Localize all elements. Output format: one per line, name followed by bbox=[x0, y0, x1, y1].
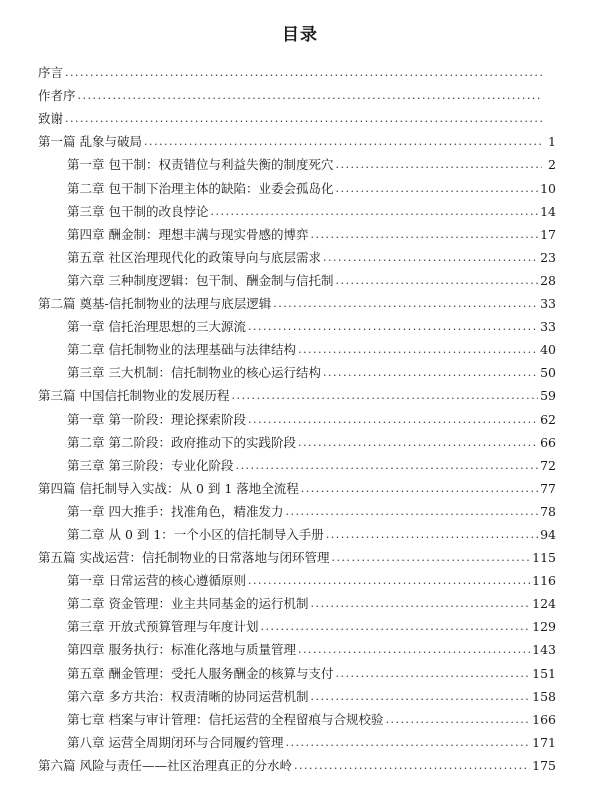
toc-page-number: 33 bbox=[540, 296, 556, 312]
toc-part-row[interactable] bbox=[38, 57, 556, 80]
toc-entry-label: 第四章 服务执行：标准化落地与质量管理 bbox=[67, 642, 296, 658]
toc-entry-label: 序言 bbox=[38, 65, 64, 81]
toc-entry-label: 第一章 四大推手：找准角色，精准发力 bbox=[67, 503, 284, 519]
toc-chapter-row[interactable] bbox=[38, 634, 556, 657]
toc-entry-label: 第二章 从 0 到 1：一个小区的信托制导入手册 bbox=[67, 526, 324, 542]
dot-leader bbox=[248, 574, 530, 588]
dot-leader bbox=[78, 89, 542, 103]
dot-leader bbox=[331, 551, 530, 565]
toc-entry-label: 第一章 信托治理思想的三大源流 bbox=[67, 319, 246, 335]
dot-leader bbox=[248, 320, 538, 334]
dot-leader bbox=[326, 528, 538, 542]
toc-chapter-row[interactable] bbox=[38, 450, 556, 473]
toc-chapter-row[interactable] bbox=[38, 265, 556, 288]
toc-chapter-row[interactable] bbox=[38, 403, 556, 426]
toc-page-number: 50 bbox=[540, 365, 556, 381]
toc-page-number: 2 bbox=[548, 157, 556, 173]
toc-page-number: 14 bbox=[540, 203, 556, 219]
dot-leader bbox=[231, 389, 538, 403]
toc-chapter-row[interactable] bbox=[38, 427, 556, 450]
toc-entry-label: 第五章 社区治理现代化的政策导向与底层需求 bbox=[67, 249, 321, 265]
toc-page-number: 175 bbox=[532, 757, 556, 773]
toc-page-number: 115 bbox=[532, 550, 556, 566]
toc-page-number: 124 bbox=[532, 596, 556, 612]
toc-chapter-row[interactable] bbox=[38, 704, 556, 727]
toc-chapter-row[interactable] bbox=[38, 681, 556, 704]
dot-leader bbox=[335, 667, 530, 681]
dot-leader bbox=[298, 436, 538, 450]
toc-entry-label: 第二篇 奠基-信托制物业的法理与底层逻辑 bbox=[38, 296, 272, 312]
dot-leader bbox=[273, 297, 538, 311]
dot-leader bbox=[294, 759, 530, 773]
toc-entry-label: 第八章 运营全周期闭环与合同履约管理 bbox=[67, 734, 284, 750]
dot-leader bbox=[298, 643, 530, 657]
toc-chapter-row[interactable] bbox=[38, 519, 556, 542]
toc-page-number: 1 bbox=[548, 134, 556, 150]
toc-page-number: 143 bbox=[532, 642, 556, 658]
toc-part-row[interactable] bbox=[38, 103, 556, 126]
toc-entry-label: 第六章 多方共治：权责清晰的协同运营机制 bbox=[67, 688, 309, 704]
toc-chapter-row[interactable] bbox=[38, 149, 556, 172]
toc-chapter-row[interactable] bbox=[38, 357, 556, 380]
toc-page-number: 28 bbox=[540, 272, 556, 288]
toc-chapter-row[interactable] bbox=[38, 496, 556, 519]
toc-page-number: 17 bbox=[540, 226, 556, 242]
toc-page-number: 59 bbox=[540, 388, 556, 404]
toc-entry-label: 第三章 第三阶段：专业化阶段 bbox=[67, 457, 234, 473]
toc-chapter-row[interactable] bbox=[38, 334, 556, 357]
toc-page-number: 78 bbox=[540, 503, 556, 519]
dot-leader bbox=[310, 690, 530, 704]
dot-leader bbox=[285, 505, 538, 519]
dot-leader bbox=[385, 713, 530, 727]
toc-page-number: 33 bbox=[540, 319, 556, 335]
toc-entry-label: 致谢 bbox=[38, 111, 64, 127]
toc-entry-label: 第四篇 信托制导入实战：从 0 到 1 落地全流程 bbox=[38, 480, 299, 496]
toc-part-row[interactable] bbox=[38, 380, 556, 403]
toc-chapter-row[interactable] bbox=[38, 565, 556, 588]
toc-entry-label: 第三篇 中国信托制物业的发展历程 bbox=[38, 388, 230, 404]
toc-entry-label: 第七章 档案与审计管理：信托运营的全程留痕与合规校验 bbox=[67, 711, 384, 727]
toc-page-number: 171 bbox=[532, 734, 556, 750]
toc-entry-label: 第三章 包干制的改良悖论 bbox=[67, 203, 209, 219]
toc-page-number: 66 bbox=[540, 434, 556, 450]
toc-page-number: 23 bbox=[540, 249, 556, 265]
toc-entry-label: 第一章 包干制：权责错位与利益失衡的制度死穴 bbox=[67, 157, 334, 173]
toc-entry-label: 第二章 第二阶段：政府推动下的实践阶段 bbox=[67, 434, 296, 450]
toc-chapter-row[interactable] bbox=[38, 242, 556, 265]
toc-page-number: 129 bbox=[532, 619, 556, 635]
toc-chapter-row[interactable] bbox=[38, 727, 556, 750]
dot-leader bbox=[323, 251, 538, 265]
toc-entry-label: 第三章 三大机制：信托制物业的核心运行结构 bbox=[67, 365, 321, 381]
dot-leader bbox=[235, 459, 538, 473]
toc-chapter-row[interactable] bbox=[38, 219, 556, 242]
toc-page-number: 158 bbox=[532, 688, 556, 704]
dot-leader bbox=[310, 597, 530, 611]
toc-part-row[interactable] bbox=[38, 288, 556, 311]
toc-entry-label: 作者序 bbox=[38, 88, 76, 104]
dot-leader bbox=[65, 112, 542, 126]
dot-leader bbox=[335, 274, 538, 288]
dot-leader bbox=[335, 182, 538, 196]
toc-page-number: 40 bbox=[540, 342, 556, 358]
toc-entry-label: 第五篇 实战运营：信托制物业的日常落地与闭环管理 bbox=[38, 550, 330, 566]
dot-leader bbox=[210, 205, 538, 219]
page-title: 目录 bbox=[282, 25, 318, 45]
toc-entry-label: 第一篇 乱象与破局 bbox=[38, 134, 142, 150]
dot-leader bbox=[285, 736, 530, 750]
toc-page-number: 10 bbox=[540, 180, 556, 196]
toc-entry-label: 第四章 酬金制：理想丰满与现实骨感的博弈 bbox=[67, 226, 309, 242]
toc-chapter-row[interactable] bbox=[38, 196, 556, 219]
table-of-contents bbox=[38, 57, 556, 773]
dot-leader bbox=[298, 343, 538, 357]
toc-chapter-row[interactable] bbox=[38, 172, 556, 195]
toc-page-number: 166 bbox=[532, 711, 556, 727]
dot-leader bbox=[144, 135, 542, 149]
toc-chapter-row[interactable] bbox=[38, 588, 556, 611]
toc-page-number: 116 bbox=[532, 573, 556, 589]
toc-entry-label: 第二章 包干制下治理主体的缺陷：业委会孤岛化 bbox=[67, 180, 334, 196]
toc-part-row[interactable] bbox=[38, 542, 556, 565]
dot-leader bbox=[335, 158, 542, 172]
toc-page-number: 94 bbox=[540, 526, 556, 542]
dot-leader bbox=[323, 366, 538, 380]
toc-part-row[interactable] bbox=[38, 750, 556, 773]
toc-page-number: 62 bbox=[540, 411, 556, 427]
toc-entry-label: 第三章 开放式预算管理与年度计划 bbox=[67, 619, 259, 635]
toc-chapter-row[interactable] bbox=[38, 311, 556, 334]
toc-entry-label: 第二章 资金管理：业主共同基金的运行机制 bbox=[67, 596, 309, 612]
toc-page-number: 151 bbox=[532, 665, 556, 681]
toc-entry-label: 第一章 日常运营的核心遵循原则 bbox=[67, 573, 246, 589]
toc-chapter-row[interactable] bbox=[38, 657, 556, 680]
toc-page-number: 72 bbox=[540, 457, 556, 473]
toc-entry-label: 第一章 第一阶段：理论探索阶段 bbox=[67, 411, 246, 427]
dot-leader bbox=[301, 482, 538, 496]
dot-leader bbox=[310, 228, 538, 242]
toc-chapter-row[interactable] bbox=[38, 611, 556, 634]
toc-entry-label: 第六章 三种制度逻辑：包干制、酬金制与信托制 bbox=[67, 272, 334, 288]
toc-part-row[interactable] bbox=[38, 473, 556, 496]
dot-leader bbox=[248, 413, 538, 427]
toc-page-number: 77 bbox=[540, 480, 556, 496]
dot-leader bbox=[260, 620, 530, 634]
toc-part-row[interactable] bbox=[38, 126, 556, 149]
dot-leader bbox=[65, 66, 542, 80]
toc-entry-label: 第六篇 风险与责任——社区治理真正的分水岭 bbox=[38, 757, 292, 773]
toc-entry-label: 第二章 信托制物业的法理基础与法律结构 bbox=[67, 342, 296, 358]
toc-entry-label: 第五章 酬金管理：受托人服务酬金的核算与支付 bbox=[67, 665, 334, 681]
toc-part-row[interactable] bbox=[38, 80, 556, 103]
